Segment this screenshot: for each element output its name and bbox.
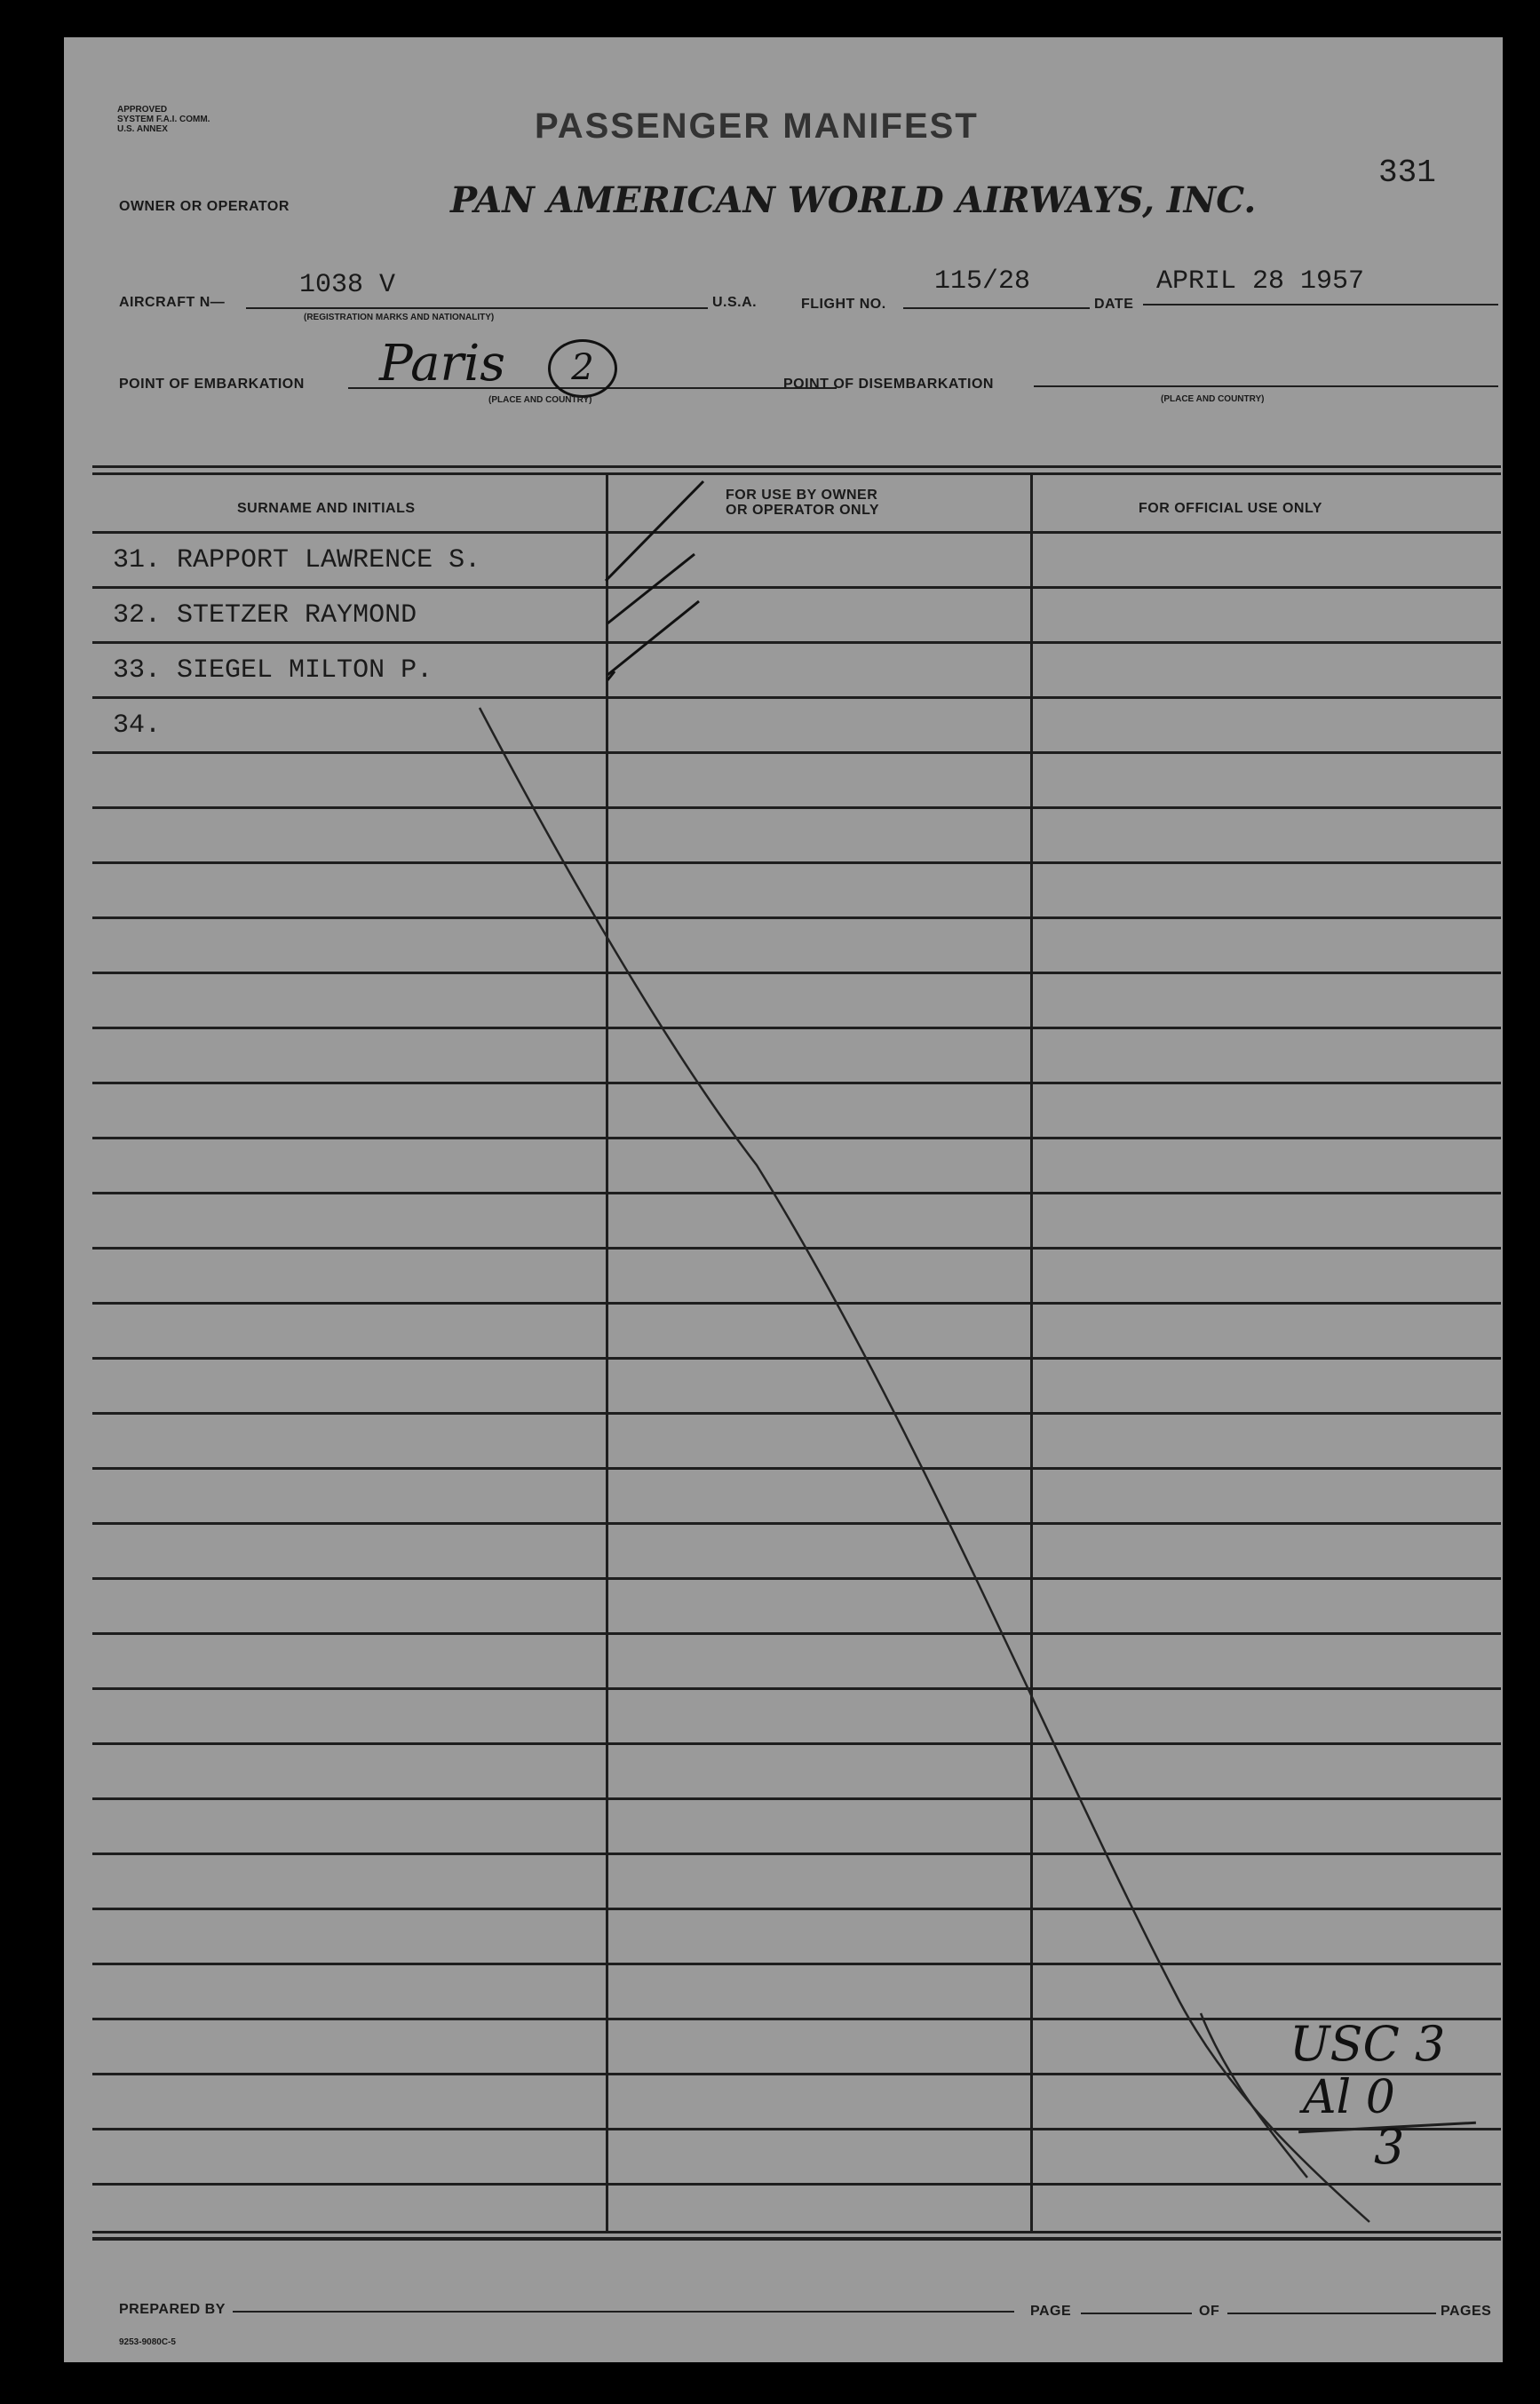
pages-label: PAGES	[1441, 2304, 1492, 2319]
owner-use-line-2: OR OPERATOR ONLY	[726, 503, 880, 518]
passenger-name: RAPPORT LAWRENCE S.	[177, 545, 481, 575]
owner-label: OWNER OR OPERATOR	[119, 199, 290, 214]
passenger-number: 33.	[113, 655, 162, 686]
page-label: PAGE	[1030, 2304, 1072, 2319]
aircraft-label: AIRCRAFT N—	[119, 295, 226, 310]
column-header-official: FOR OFFICIAL USE ONLY	[1139, 501, 1322, 516]
date-label: DATE	[1094, 297, 1134, 312]
passenger-number: 31.	[113, 545, 162, 575]
approval-line-1: APPROVED	[117, 105, 168, 115]
passenger-number: 34.	[113, 710, 162, 741]
check-mark-1	[606, 481, 703, 581]
passenger-name: SIEGEL MILTON P.	[177, 655, 433, 686]
disembarkation-label: POINT OF DISEMBARKATION	[783, 377, 994, 392]
aircraft-sub-label: (REGISTRATION MARKS AND NATIONALITY)	[304, 313, 495, 322]
of-line	[1227, 2313, 1436, 2314]
approval-line-3: U.S. ANNEX	[117, 124, 168, 134]
country-label: U.S.A.	[712, 295, 758, 310]
flight-label: FLIGHT NO.	[801, 297, 886, 312]
tally-line-1: USC 3	[1290, 2016, 1446, 2072]
form-number: 9253-9080C-5	[119, 2337, 176, 2347]
handwritten-marks	[64, 37, 1503, 2362]
column-header-surname: SURNAME AND INITIALS	[237, 501, 416, 516]
manifest-sheet	[64, 37, 1503, 2362]
prepared-by-label: PREPARED BY	[119, 2302, 226, 2317]
owner-value: PAN AMERICAN WORLD AIRWAYS, INC.	[450, 179, 1257, 221]
tally-line-2: Al 0	[1303, 2071, 1395, 2124]
disembarkation-sub-label: (PLACE AND COUNTRY)	[1161, 394, 1265, 404]
passenger-name: STETZER RAYMOND	[177, 600, 417, 631]
date-value: APRIL 28 1957	[1156, 266, 1365, 297]
page-title: PASSENGER MANIFEST	[535, 107, 979, 146]
cancellation-line	[480, 708, 1369, 2222]
embarkation-sub-label: (PLACE AND COUNTRY)	[488, 395, 592, 405]
approval-line-2: SYSTEM F.A.I. COMM.	[117, 115, 210, 124]
page-line	[1081, 2313, 1192, 2314]
embarkation-value: Paris	[379, 335, 505, 393]
of-label: OF	[1199, 2304, 1220, 2319]
embarkation-circled-number: 2	[548, 339, 617, 398]
aircraft-value: 1038 V	[299, 270, 396, 300]
embarkation-label: POINT OF EMBARKATION	[119, 377, 305, 392]
page-number: 331	[1378, 155, 1436, 191]
tally-line-3: 3	[1374, 2119, 1405, 2175]
owner-use-line-1: FOR USE BY OWNER	[726, 488, 878, 503]
passenger-number: 32.	[113, 600, 162, 631]
flight-value: 115/28	[934, 266, 1031, 297]
prepared-by-line	[233, 2311, 1014, 2313]
